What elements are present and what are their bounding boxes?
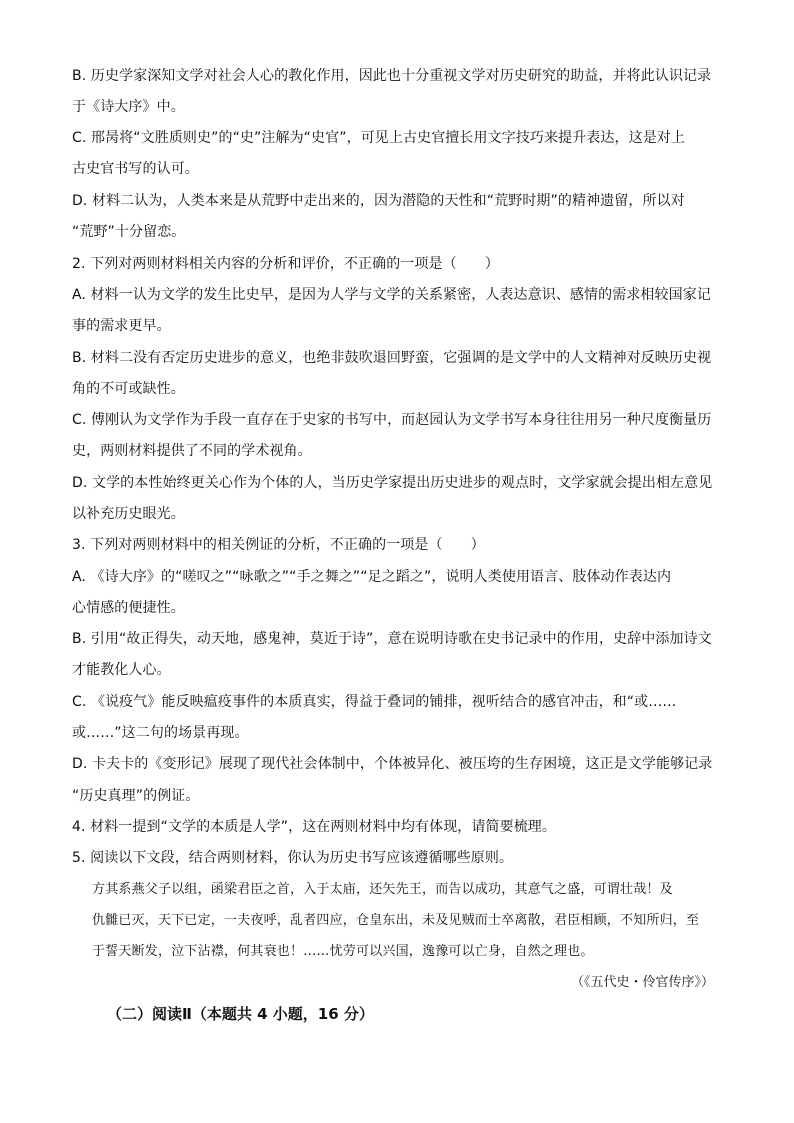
q2-option-d-line-2: 以补充历史眼光。	[72, 506, 185, 522]
q3-option-d-line-1: D. 卡夫卡的《变形记》展现了现代社会体制中，个体被异化、被压垮的生存困境，这正是文学能够记录	[72, 756, 713, 772]
option-c-line-1: C. 邢昺将“文胜质则史”的“史”注解为“史官”，可见上古史官擅长用文字技巧来提升表达，这是对上	[72, 130, 685, 146]
q2-option-a-line-2: 事的需求更早。	[72, 318, 171, 334]
option-d-line-2: “荒野”十分留恋。	[72, 224, 186, 240]
quote-source: （《五代史・伶官传序》）	[570, 975, 714, 990]
option-d-line-1: D. 材料二认为，人类本来是从荒野中走出来的，因为潜隐的天性和“荒野时期”的精神遗留，所以对	[72, 193, 685, 209]
question-2: 2. 下列对两则材料相关内容的分析和评价，不正确的一项是（ ）	[72, 256, 500, 272]
option-c-line-2: 古史官书写的认可。	[72, 161, 199, 177]
question-4: 4. 材料一提到“文学的本质是人学”，这在两则材料中均有体现，请简要梳理。	[72, 819, 557, 835]
q3-option-c-line-1: C. 《说疫气》能反映瘟疫事件的本质真实，得益于叠词的铺排，视听结合的感官冲击，和“或……	[72, 694, 677, 710]
question-3: 3. 下列对两则材料中的相关例证的分析，不正确的一项是（ ）	[72, 537, 485, 553]
option-b-line-1: B. 历史学家深知文学对社会人心的教化作用，因此也十分重视文学对历史研究的助益，并将此认识记录	[72, 68, 712, 84]
quote-line-1: 方其系燕父子以组，函梁君臣之首，入于太庙，还矢先王，而告以成功，其意气之盛，可谓壮哉！及	[92, 882, 673, 897]
q2-option-b-line-1: B. 材料二没有否定历史进步的意义，也绝非鼓吹退回野蛮，它强调的是文学中的人文精神对反映历史视	[72, 350, 712, 366]
q2-option-c-line-2: 史，两则材料提供了不同的学术视角。	[72, 443, 312, 459]
q2-option-a-line-1: A. 材料一认为文学的发生比史早，是因为人学与文学的关系紧密，人表达意识、感情的需求相较国家记	[72, 287, 711, 303]
q2-option-c-line-1: C. 傅刚认为文学作为手段一直存在于史家的书写中，而赵园认为文学书写本身往往用另一种尺度衡量历	[72, 412, 712, 428]
q3-option-a-line-2: 心情感的便捷性。	[72, 600, 185, 616]
question-5: 5. 阅读以下文段，结合两则材料，你认为历史书写应该遵循哪些原则。	[72, 850, 514, 866]
q2-option-b-line-2: 角的不可或缺性。	[72, 381, 185, 397]
section-heading: （二）阅读Ⅱ（本题共 4 小题，16 分）	[107, 1005, 374, 1023]
q2-option-d-line-1: D. 文学的本性始终更关心作为个体的人，当历史学家提出历史进步的观点时，文学家就会提出相左意见	[72, 475, 713, 491]
q3-option-b-line-2: 才能教化人心。	[72, 662, 171, 678]
option-b-line-2: 于《诗大序》中。	[72, 99, 185, 115]
q3-option-d-line-2: “历史真理”的例证。	[72, 788, 200, 804]
q3-option-c-line-2: 或……”这二句的场景再现。	[72, 725, 249, 741]
q3-option-b-line-1: B. 引用“故正得失，动天地，感鬼神，莫近于诗”，意在说明诗歌在史书记录中的作用，史辞中添加诗文	[72, 631, 712, 647]
quote-line-3: 于誓天断发，泣下沾襟，何其衰也！……忧劳可以兴国，逸豫可以亡身，自然之理也。	[92, 944, 594, 959]
quote-line-2: 仇雠已灭，天下已定，一夫夜呼，乱者四应，仓皇东出，未及见贼而士卒离散，君臣相顾，不知所归，至	[92, 913, 700, 928]
q3-option-a-line-1: A. 《诗大序》的“嗟叹之”“咏歌之”“手之舞之”“足之蹈之”，说明人类使用语言、肢体动作表达内	[72, 569, 672, 585]
